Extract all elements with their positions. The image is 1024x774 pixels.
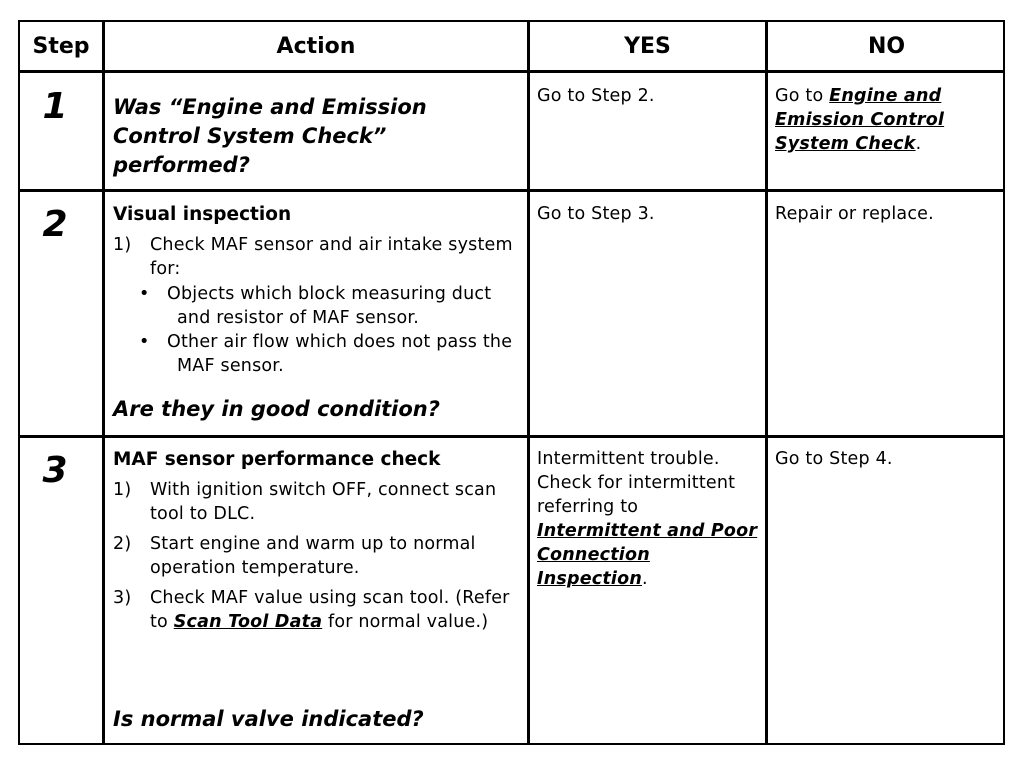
header-action: Action bbox=[276, 33, 356, 59]
list-item bbox=[113, 233, 525, 281]
item-text: Check MAF sensor and air intake system for: bbox=[150, 235, 513, 279]
yes-result: Go to Step 2. bbox=[537, 86, 655, 106]
item-number: 2) bbox=[113, 534, 132, 554]
column-divider bbox=[527, 22, 530, 743]
header-yes: YES bbox=[624, 33, 671, 59]
item-text: Start engine and warm up to normal operation temperature. bbox=[150, 534, 476, 578]
step-number: 3 bbox=[42, 450, 68, 491]
step-action bbox=[113, 203, 525, 378]
step-title: Visual inspection bbox=[113, 204, 292, 225]
item-text: for normal value.) bbox=[322, 612, 489, 632]
row-divider bbox=[20, 435, 1003, 438]
item-text: Check MAF value using scan tool. (Refer to bbox=[150, 588, 510, 632]
bullet-text: Other air flow which does not pass the MAF sensor. bbox=[167, 332, 513, 376]
header-step: Step bbox=[32, 33, 90, 59]
item-number: 1) bbox=[113, 235, 132, 255]
yes-result-text: Intermittent trouble. Check for intermittent referring to bbox=[537, 449, 736, 517]
scan-tool-data-link[interactable]: Scan Tool Data bbox=[173, 612, 323, 632]
yes-result bbox=[537, 447, 762, 591]
list-item bbox=[113, 478, 525, 526]
step-title: MAF sensor performance check bbox=[113, 449, 441, 470]
no-result: Repair or replace. bbox=[775, 204, 934, 224]
diagnostic-table bbox=[18, 20, 1005, 745]
bullet-item bbox=[139, 282, 525, 330]
list-item bbox=[113, 586, 525, 634]
column-divider bbox=[765, 22, 768, 743]
item-number: 1) bbox=[113, 480, 132, 500]
no-result-text: . bbox=[915, 134, 922, 154]
bullet-text: Objects which block measuring duct and resistor of MAF sensor. bbox=[167, 284, 492, 328]
step-number: 2 bbox=[42, 204, 68, 245]
row-divider bbox=[20, 189, 1003, 192]
step-question: Are they in good condition? bbox=[113, 397, 440, 421]
intermittent-inspection-link[interactable]: Intermittent and Poor Connection Inspection bbox=[537, 521, 758, 589]
item-text: With ignition switch OFF, connect scan tool to DLC. bbox=[150, 480, 497, 524]
no-result-text: Go to bbox=[775, 86, 830, 106]
yes-result-text: . bbox=[642, 569, 648, 589]
step-question: Was “Engine and Emission Control System Check” performed? bbox=[113, 95, 427, 177]
step-question: Is normal valve indicated? bbox=[113, 707, 424, 731]
bullet-item bbox=[139, 330, 525, 378]
engine-emission-check-link[interactable]: Engine and Emission Control System Check bbox=[775, 86, 945, 154]
row-divider bbox=[20, 70, 1003, 73]
bullet-icon: • bbox=[139, 332, 150, 352]
header-no: NO bbox=[867, 33, 906, 59]
bullet-icon: • bbox=[139, 284, 150, 304]
step-action bbox=[113, 448, 525, 634]
column-divider bbox=[102, 22, 105, 743]
list-item bbox=[113, 532, 525, 580]
no-result: Go to Step 4. bbox=[775, 449, 893, 469]
yes-result: Go to Step 3. bbox=[537, 204, 655, 224]
step-number: 1 bbox=[42, 86, 68, 127]
item-number: 3) bbox=[113, 588, 132, 608]
no-result bbox=[775, 84, 995, 156]
